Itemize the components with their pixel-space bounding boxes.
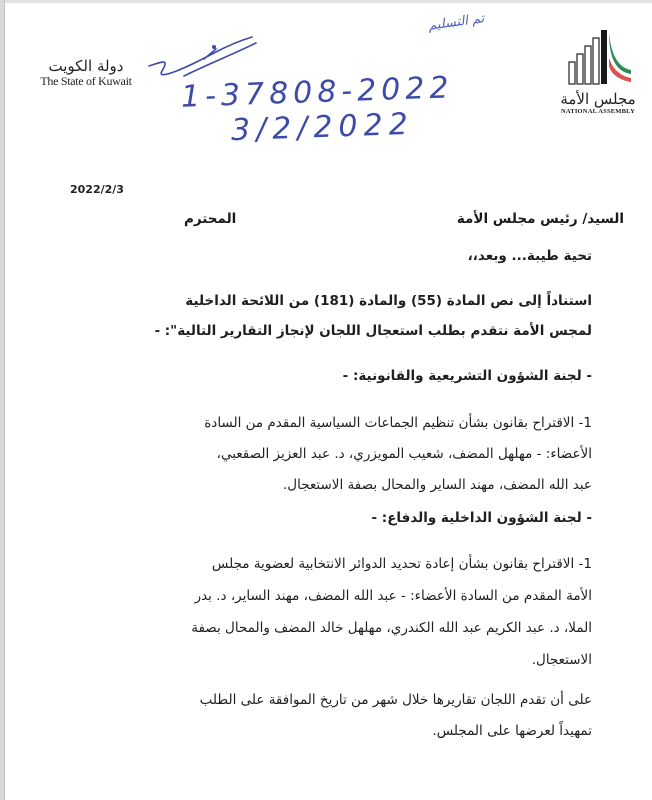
intro-paragraph [62,286,592,346]
item-line: 1- الاقتراح بقانون بشأن تنظيم الجماعات السياسية المقدم من السادة [204,415,592,431]
section-item-political-groups [62,408,592,501]
greeting-text: تحية طيبة... وبعد،، [467,248,592,264]
section-heading-legislative [62,366,592,386]
item-line: الملا، د. عبد الكريم عبد الله الكندري، مهلهل خالد المضف والمحال بصفة [191,620,592,636]
handwritten-received-date: 3/2/2022 [230,106,415,149]
item-line: الأمة المقدم من السادة الأعضاء: - عبد الله المضف، مهند الساير، د. بدر [194,588,592,604]
document-date: 2022/2/3 [70,183,124,196]
addressee-line [64,211,624,227]
intro-line: لمجس الأمة نتقدم بطلب استعجال اللجان لإنجاز التقارير التالية": - [154,323,592,339]
intro-line: استناداً إلى نص المادة (55) والمادة (181) من اللائحة الداخلية [185,293,592,309]
national-assembly-emblem [548,28,648,115]
item-line: الأعضاء: - مهلهل المضف، شعيب المويزري، د. عبد العزيز الصقعبي، [216,446,592,462]
item-line: 1- الاقتراح بقانون بشأن إعادة تحديد الدوائر الانتخابية لعضوية مجلس [211,556,592,572]
document-page [6,3,652,800]
section-item-electoral-districts [62,548,592,676]
national-assembly-arabic: مجلس الأمة [560,90,636,108]
addressee: السيد/ رئيس مجلس الأمة [456,211,624,227]
greeting [62,246,592,266]
respect-title: المحترم [184,211,237,227]
closing-line: تمهيداً لعرضها على المجلس. [432,723,592,739]
closing-paragraph [62,685,592,747]
section-heading: - لجنة الشؤون التشريعية والقانونية: - [342,368,592,384]
national-assembly-english: NATIONAL ASSEMBLY [560,108,636,115]
item-line: الاستعجال. [531,652,592,668]
item-line: عبد الله المضف، مهند الساير والمحال بصفة الاستعجال. [282,477,592,493]
national-assembly-logo-icon [563,28,633,88]
state-of-kuwait-emblem [36,58,136,88]
section-heading-interior-defense [62,508,592,528]
closing-line: على أن تقدم اللجان تقاريرها خلال شهر من تاريخ الموافقة على الطلب [199,692,592,708]
section-heading: - لجنة الشؤون الداخلية والدفاع: - [371,510,592,526]
state-of-kuwait-english: The State of Kuwait [40,74,132,88]
handwritten-reference-number: 1-37808-2022 [180,70,455,115]
page-left-border [0,0,5,800]
state-of-kuwait-arabic: دولة الكويت [48,57,124,75]
handwritten-received-note: تم التسليم [427,11,486,34]
